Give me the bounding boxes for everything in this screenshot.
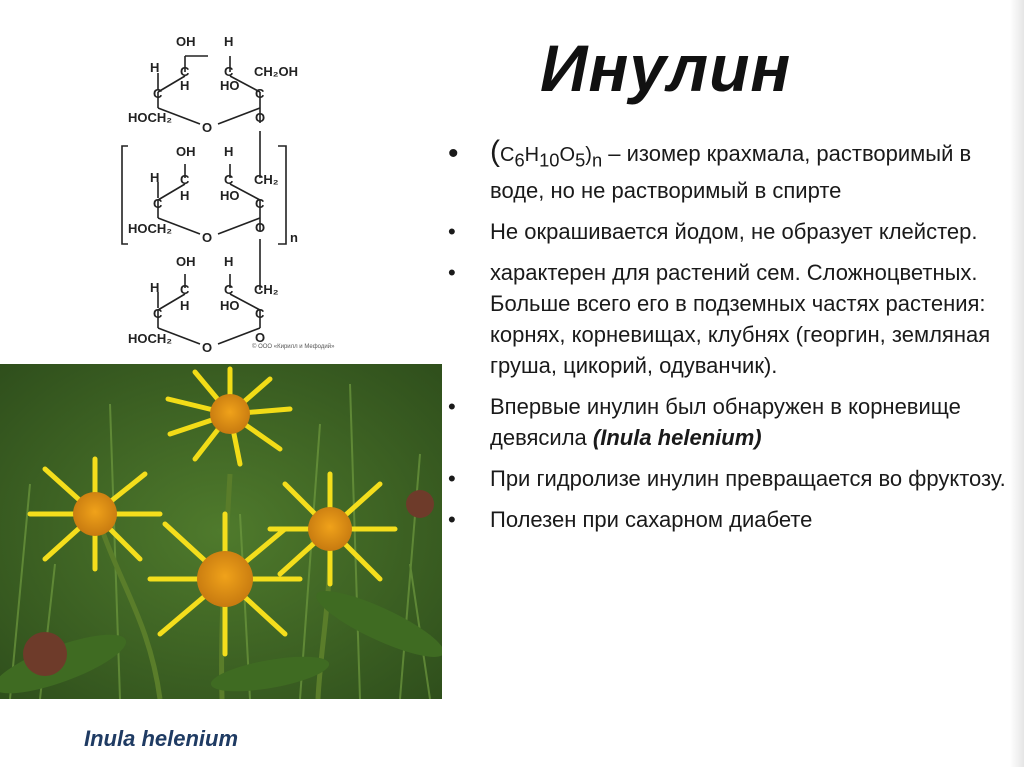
o-label: O	[255, 330, 266, 345]
bullet-item	[448, 463, 1008, 494]
formula-close-paren: )	[585, 144, 592, 166]
ch2oh-label: CH₂OH	[254, 64, 299, 79]
bullet-dot: •	[448, 137, 459, 170]
o-label: O	[202, 340, 213, 355]
c-label: C	[255, 306, 265, 321]
slide-edge-shadow	[1010, 0, 1024, 767]
bullet-dot: •	[448, 219, 456, 245]
oh-label: OH	[176, 144, 196, 159]
bullet-item	[448, 216, 1008, 247]
bullet-text: Полезен при сахарном диабете	[490, 507, 813, 533]
h-label: H	[150, 280, 160, 295]
h-label: H	[150, 170, 160, 185]
bullet-emphasis: (Inula helenium)	[592, 425, 762, 451]
h-label: H	[180, 298, 190, 313]
oh-label: OH	[176, 34, 196, 49]
formula-h: H	[524, 144, 540, 166]
formula-o: O	[559, 144, 576, 166]
h-label: H	[180, 188, 190, 203]
photo-caption: Inula helenium	[84, 726, 239, 751]
formula-n-sub: n	[591, 149, 603, 171]
formula-copyright: © ООО «Кирилл и Мефодий»	[252, 344, 335, 350]
bullet-dot: •	[448, 394, 456, 420]
inulin-structural-formula	[110, 28, 360, 363]
c-label: C	[224, 64, 234, 79]
formula-o-sub: 5	[575, 149, 586, 171]
c-label: C	[255, 86, 265, 101]
hoch2-label: HOCH₂	[128, 331, 173, 346]
c-label: C	[255, 196, 265, 211]
c-label: C	[180, 172, 190, 187]
h-label: H	[150, 60, 160, 75]
c-label: C	[153, 306, 163, 321]
formula-c: C	[500, 144, 515, 166]
ch2-label: CH₂	[254, 282, 279, 297]
bullet-text: – изомер крахмала, растворимый в воде, но не растворимый в спирте	[490, 141, 972, 204]
formula-h-sub: 10	[539, 149, 560, 171]
bullet-item	[448, 391, 1008, 453]
ho-label: HO	[220, 78, 240, 93]
hoch2-label: HOCH₂	[128, 221, 173, 236]
h-label: H	[180, 78, 190, 93]
o-label: O	[202, 120, 213, 135]
h-label: H	[224, 144, 234, 159]
bullet-text: Не окрашивается йодом, не образует клейстер.	[490, 219, 978, 245]
formula-open-paren: (	[490, 135, 500, 168]
formula-diagram	[110, 28, 360, 363]
o-label: O	[202, 230, 213, 245]
n-label: n	[290, 230, 298, 245]
bullet-item	[448, 504, 1008, 535]
ho-label: HO	[220, 188, 240, 203]
oh-label: OH	[176, 254, 196, 269]
bullet-text: При гидролизе инулин превращается во фруктозу.	[490, 466, 1006, 492]
c-label: C	[153, 196, 163, 211]
h-label: H	[224, 254, 234, 269]
bullet-text: характерен для растений сем. Сложноцветных. Больше всего его в подземных частях растения: корнях, корневищах, клубнях (георгин, земляная груша, цикорий, одуванчик).	[490, 260, 991, 379]
inula-helenium-photo	[0, 364, 442, 699]
c-label: C	[180, 64, 190, 79]
bullet-text: Впервые инулин был обнаружен в корневище девясила	[490, 394, 961, 451]
flower-illustration	[0, 364, 442, 699]
slide-title: Инулин	[540, 31, 792, 105]
c-label: C	[224, 172, 234, 187]
ch2-label: CH₂	[254, 172, 279, 187]
bullet-dot: •	[448, 260, 456, 286]
c-label: C	[153, 86, 163, 101]
c-label: C	[224, 282, 234, 297]
formula-c-sub: 6	[514, 149, 525, 171]
h-label: H	[224, 34, 234, 49]
c-label: C	[180, 282, 190, 297]
ho-label: HO	[220, 298, 240, 313]
o-label: O	[255, 220, 266, 235]
bullet-item	[448, 257, 1008, 381]
o-label: O	[255, 110, 266, 125]
bullet-item	[448, 136, 1008, 206]
hoch2-label: HOCH₂	[128, 110, 173, 125]
bullet-dot: •	[448, 466, 456, 492]
bullet-list	[448, 136, 1008, 545]
bullet-dot: •	[448, 507, 456, 533]
